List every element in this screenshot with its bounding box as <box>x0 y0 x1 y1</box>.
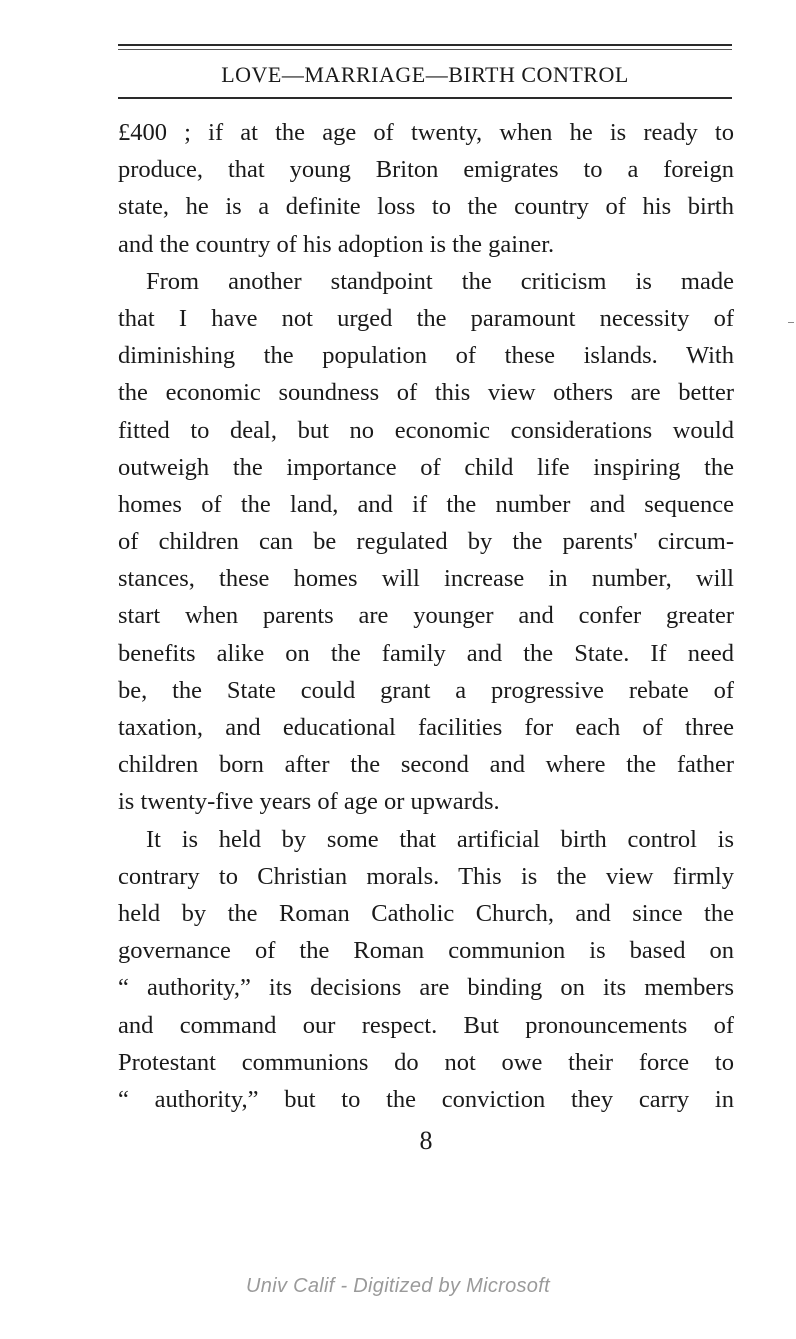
digitization-watermark: Univ Calif - Digitized by Microsoft <box>246 1275 550 1297</box>
text-line: stances, these homes will increase in number, will <box>118 565 734 593</box>
text-line: benefits alike on the family and the State. If need <box>118 639 734 667</box>
text-line: and command our respect. But pronouncements of <box>118 1011 734 1039</box>
text-line: start when parents are younger and confer greater <box>118 602 734 630</box>
body-text <box>118 114 734 1118</box>
text-line: £400 ; if at the age of twenty, when he is ready to <box>118 119 734 146</box>
text-line: contrary to Christian morals. This is the view firmly <box>118 862 734 890</box>
text-line: be, the State could grant a progressive rebate of <box>118 676 734 704</box>
text-line: that I have not urged the paramount necessity of <box>118 304 734 332</box>
text-line: taxation, and educational facilities for each of three <box>118 714 734 741</box>
text-line: Protestant communions do not owe their force to <box>118 1048 734 1076</box>
text-line: It is held by some that artificial birth control is <box>146 825 734 853</box>
text-line: From another standpoint the criticism is made <box>146 267 734 295</box>
header-rule <box>118 97 732 99</box>
text-line: produce, that young Briton emigrates to a foreign <box>118 156 734 184</box>
top-rule <box>118 44 732 46</box>
page-number: 8 <box>419 1126 433 1155</box>
text-line: “ authority,” its decisions are binding on its members <box>118 974 734 1002</box>
text-line: is twenty-five years of age or upwards. <box>118 788 500 816</box>
text-line: held by the Roman Catholic Church, and since the <box>118 899 734 927</box>
text-line: and the country of his adoption is the gainer. <box>118 230 555 258</box>
top-rule-thin <box>118 49 732 50</box>
text-line: fitted to deal, but no economic considerations would <box>118 416 734 444</box>
text-line: children born after the second and where the father <box>118 751 734 779</box>
text-line: state, he is a definite loss to the country of his birth <box>118 193 734 221</box>
text-line: the economic soundness of this view others are better <box>118 379 734 407</box>
text-line: governance of the Roman communion is based on <box>118 937 734 965</box>
text-line: diminishing the population of these islands. With <box>118 342 734 370</box>
text-line: outweigh the importance of child life inspiring the <box>118 453 734 481</box>
text-line: “ authority,” but to the conviction they carry in <box>118 1085 734 1113</box>
margin-mark <box>788 322 794 323</box>
running-head: LOVE—MARRIAGE—BIRTH CONTROL <box>221 62 629 87</box>
text-line: homes of the land, and if the number and sequence <box>118 490 734 518</box>
text-line: of children can be regulated by the parents' circum- <box>118 528 734 556</box>
